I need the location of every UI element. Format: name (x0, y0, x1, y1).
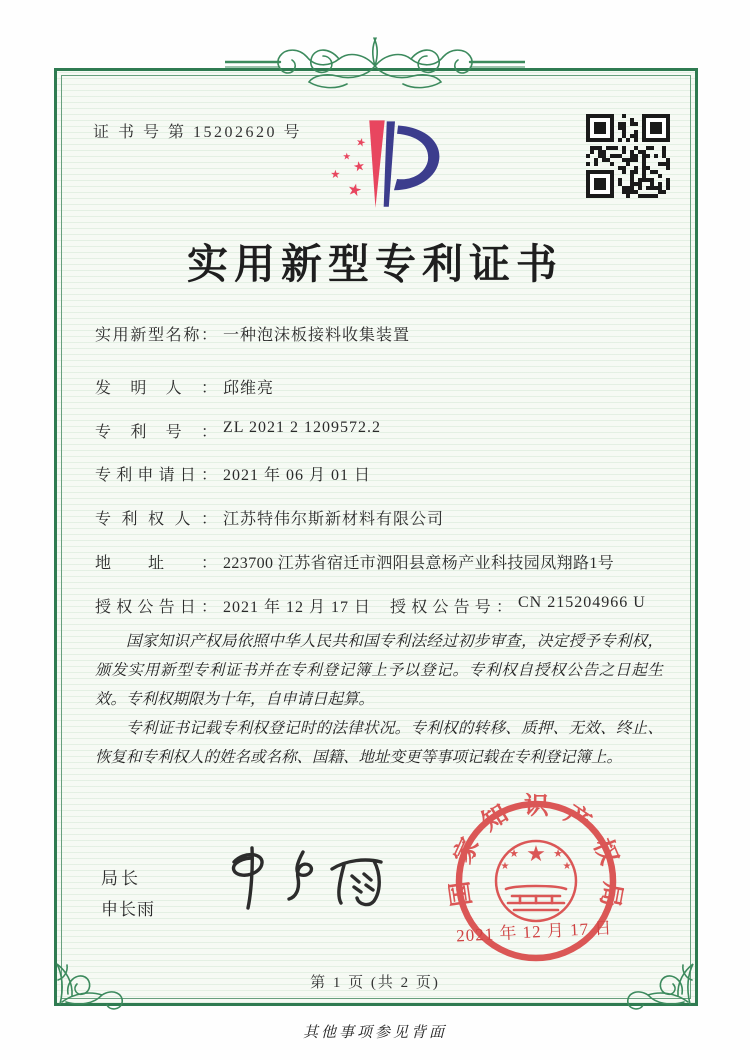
grant-number-pair (390, 594, 646, 617)
field-value: ZL 2021 2 1209572.2 (223, 419, 381, 436)
field-row-patent-no (95, 419, 663, 442)
field-row-filing-date (95, 462, 663, 485)
svg-text:★: ★ (526, 841, 546, 866)
field-row-inventor (95, 375, 663, 398)
svg-text:★: ★ (509, 848, 519, 860)
seal-circular-text: 国家知识产权局 (448, 793, 624, 912)
field-row-patentee (95, 506, 663, 529)
field-label: 授权公告号： (390, 599, 512, 616)
bottom-right-flourish-ornament (626, 930, 698, 1010)
handwritten-signature (206, 838, 406, 934)
commissioner-title: 局长 (101, 869, 141, 888)
field-label: 实用新型名称： (95, 327, 217, 344)
legal-paragraph-1: 国家知识产权局依照中华人民共和国专利法经过初步审查，决定授予专利权，颁发实用新型专利证书并在专利登记簿上予以登记。专利权自授权公告之日起生效。专利权期限为十年，自申请日起算。 (95, 633, 663, 708)
bottom-left-flourish-ornament (52, 930, 124, 1010)
field-value: 邱维亮 (223, 380, 275, 397)
svg-text:★: ★ (553, 848, 563, 860)
field-row-address (95, 550, 663, 573)
svg-text:★: ★ (354, 135, 368, 151)
legal-paragraph-2: 专利证书记载专利权登记时的法律状况。专利权的转移、质押、无效、终止、恢复和专利权人的姓名或名称、国籍、地址变更等事项记载在专利登记簿上。 (95, 720, 663, 766)
top-flourish-ornament (225, 30, 525, 96)
svg-text:★: ★ (500, 861, 510, 872)
seal-date: 2021 年 12 月 17 日 (455, 918, 613, 946)
certificate-title: 实用新型专利证书 (187, 241, 563, 287)
cnipa-logo-icon (295, 108, 460, 216)
field-row-grant (95, 594, 663, 617)
svg-text:★: ★ (330, 168, 341, 181)
back-side-note: 其他事项参见背面 (302, 1025, 447, 1041)
field-label: 发明人： (95, 380, 217, 397)
field-label: 专利申请日： (95, 467, 217, 484)
field-label: 专利号： (95, 424, 217, 441)
certificate-number: 证 书 号 第 15202620 号 (93, 124, 303, 141)
svg-text:★: ★ (351, 157, 367, 175)
legal-text (95, 627, 663, 772)
field-row-name (95, 322, 663, 345)
field-value: 2021 年 06 月 01 日 (223, 467, 372, 484)
field-value: CN 215204966 U (518, 594, 646, 611)
page-number: 第 1 页 (共 2 页) (310, 975, 440, 991)
qr-code (586, 114, 670, 198)
field-value: 223700 江苏省宿迁市泗阳县意杨产业科技园凤翔路1号 (223, 555, 615, 572)
svg-text:★: ★ (342, 152, 351, 163)
commissioner-name: 申长雨 (101, 900, 155, 919)
national-emblem-icon (496, 841, 576, 921)
field-value: 2021 年 12 月 17 日 (223, 599, 372, 616)
field-label: 专利权人： (95, 511, 217, 528)
svg-text:★: ★ (562, 861, 572, 872)
field-value: 一种泡沫板接料收集装置 (223, 327, 411, 344)
field-label: 授权公告日： (95, 599, 217, 616)
field-value: 江苏特伟尔斯新材料有限公司 (223, 511, 445, 528)
field-label: 地址： (95, 555, 217, 572)
svg-text:★: ★ (345, 179, 364, 201)
